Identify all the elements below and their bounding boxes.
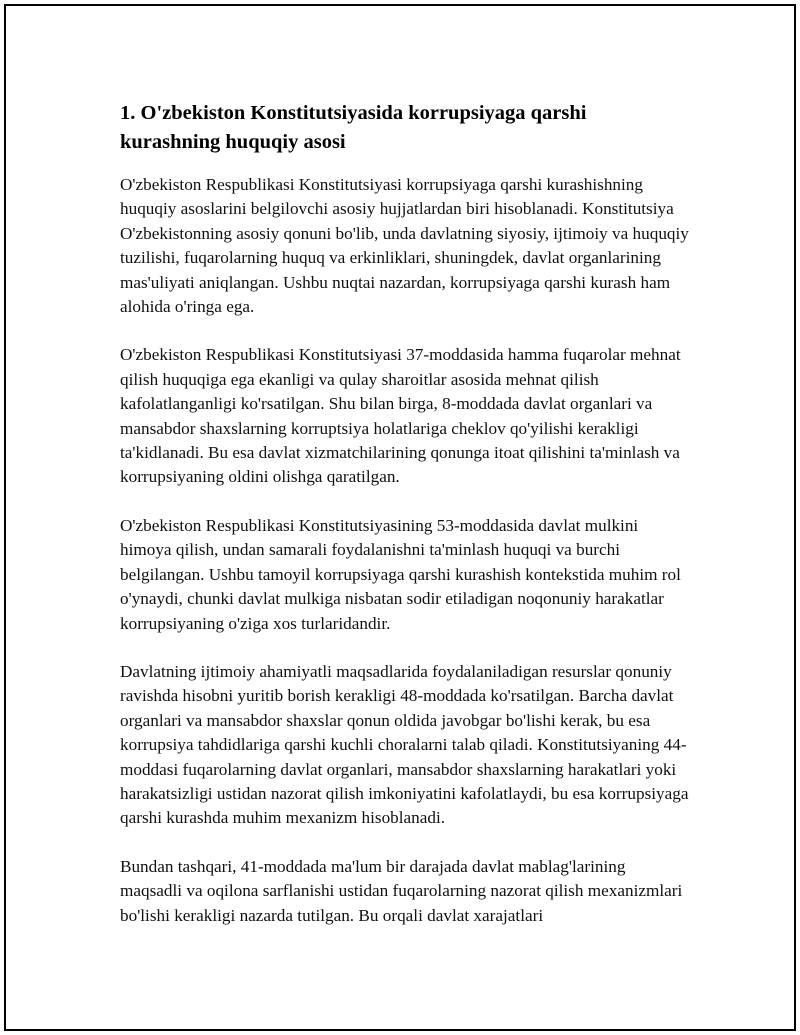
document-body xyxy=(120,99,690,952)
document-page xyxy=(4,4,796,1031)
paragraph-4: Davlatning ijtimoiy ahamiyatli maqsadlarida foydalaniladigan resurslar qonuniy ravishda hisobni yuritib borish kerakligi 48-moddada ko'rsatilgan. Barcha davlat organlari va mansabdor shaxslar qonun oldida javobgar bo'lishi kerak, bu esa korrupsiya tahdidlariga qarshi kuchli choralarni talab qiladi. Konstitutsiyaning 44-moddasi fuqarolarning davlat organlari, mansabdor shaxslarning harakatlari yoki harakatsizligi ustidan nazorat qilish imkoniyatini kafolatlaydi, bu esa korrupsiyaga qarshi kurashda muhim mexanizm hisoblanadi. xyxy=(120,661,689,828)
paragraph-2: O'zbekiston Respublikasi Konstitutsiyasi 37-moddasida hamma fuqarolar mehnat qilish huquqiga ega ekanligi va qulay sharoitlar asosida mehnat qilish kafolatlanganligi ko'rsatilgan. Shu bilan birga, 8-moddada davlat organlari va mansabdor shaxslarning korruptsiya holatlariga cheklov qo'yilishi kerakligi ta'kidlanadi. Bu esa davlat xizmatchilarining qonunga itoat qilishini ta'minlash va korrupsiyaning oldini olishga qaratilgan. xyxy=(120,345,681,487)
paragraph-5: Bundan tashqari, 41-moddada ma'lum bir darajada davlat mablag'larining maqsadli va oqilona sarflanishi ustidan fuqarolarning nazorat qilish mexanizmlari bo'lishi kerakligi nazarda tutilgan. Bu orqali davlat xarajatlari xyxy=(120,856,683,925)
section-heading: 1. O'zbekiston Konstitutsiyasida korrupsiyaga qarshi kurashning huquqiy asosi xyxy=(120,102,587,153)
paragraph-3: O'zbekiston Respublikasi Konstitutsiyasining 53-moddasida davlat mulkini himoya qilish, undan samarali foydalanishni ta'minlash huquqi va burchi belgilangan. Ushbu tamoyil korrupsiyaga qarshi kurashish kontekstida muhim rol o'ynaydi, chunki davlat mulkiga nisbatan sodir etiladigan noqonuniy harakatlar korrupsiyaning o'ziga xos turlaridandir. xyxy=(120,515,681,633)
paragraph-1: O'zbekiston Respublikasi Konstitutsiyasi korrupsiyaga qarshi kurashishning huquqiy asoslarini belgilovchi asosiy hujjatlardan biri hisoblanadi. Konstitutsiya O'zbekistonning asosiy qonuni bo'lib, unda davlatning siyosiy, ijtimoiy va huquqiy tuzilishi, fuqarolarning huquq va erkinliklari, shuningdek, davlat organlarining mas'uliyati aniqlangan. Ushbu nuqtai nazardan, korrupsiyaga qarshi kurash ham alohida o'ringa ega. xyxy=(120,175,689,317)
